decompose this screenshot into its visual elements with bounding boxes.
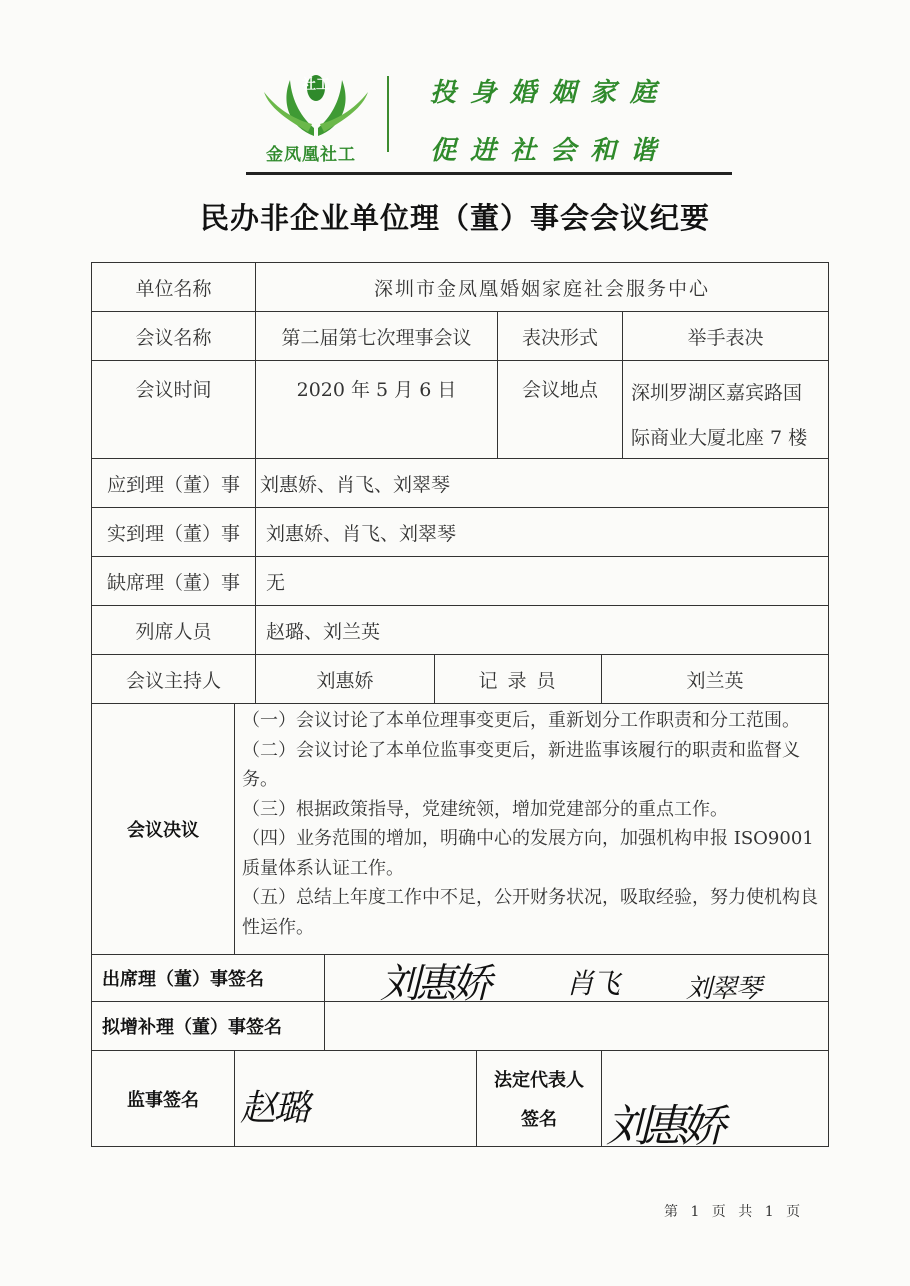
- logo-caption: 金凤凰社工: [266, 145, 356, 165]
- vote-form-value: 举手表决: [622, 311, 829, 361]
- host-value: 刘惠娇: [255, 654, 435, 704]
- resolution-item: （一）会议讨论了本单位理事变更后，重新划分工作职责和分工范围。: [242, 710, 800, 731]
- meeting-place-label: 会议地点: [497, 360, 623, 459]
- legal-rep-label-line-1: 法定代表人: [494, 1069, 584, 1091]
- attended-directors-value: 刘惠娇、肖飞、刘翠琴: [255, 507, 829, 557]
- signature-legal-rep: 刘惠娇: [606, 1101, 720, 1152]
- slogan-line-1: 投身婚姻家庭: [430, 78, 671, 108]
- resolution-item: （二）会议讨论了本单位监事变更后，新进监事该履行的职责和监督义务。: [242, 739, 800, 790]
- page-number: 第 1 页 共 1 页: [664, 1204, 805, 1220]
- resolution-label: 会议决议: [91, 703, 235, 955]
- signature-director-2: 肖飞: [566, 967, 619, 1000]
- meeting-time-value: 2020 年 5 月 6 日: [255, 360, 498, 459]
- resolution-item: （四）业务范围的增加，明确中心的发展方向，加强机构申报 ISO9001 质量体系认证工作。: [242, 828, 814, 879]
- absent-directors-value: 无: [255, 556, 829, 606]
- expected-directors-label: 应到理（董）事: [91, 458, 256, 508]
- recorder-label: 记 录 员: [434, 654, 602, 704]
- recorder-value: 刘兰英: [601, 654, 829, 704]
- meeting-place-value: [622, 360, 829, 459]
- meeting-name-value: 第二届第七次理事会议: [255, 311, 498, 361]
- added-director-sign-label: 拟增补理（董）事签名: [91, 1001, 325, 1051]
- meeting-place-line-1: 深圳罗湖区嘉宾路国: [631, 382, 803, 404]
- host-label: 会议主持人: [91, 654, 256, 704]
- signature-director-3: 刘翠琴: [686, 974, 762, 1004]
- attended-directors-label: 实到理（董）事: [91, 507, 256, 557]
- director-sign-label: 出席理（董）事签名: [91, 954, 325, 1002]
- supervisor-sign-label: 监事签名: [91, 1050, 235, 1147]
- unit-name-value: 深圳市金凤凰婚姻家庭社会服务中心: [255, 262, 829, 312]
- observers-label: 列席人员: [91, 605, 256, 655]
- resolution-item: （三）根据政策指导，党建统领，增加党建部分的重点工作。: [242, 798, 728, 820]
- unit-name-label: 单位名称: [91, 262, 256, 312]
- expected-directors-value: 刘惠娇、肖飞、刘翠琴: [255, 458, 829, 508]
- logo-badge: 社工: [302, 77, 330, 93]
- meeting-time-label: 会议时间: [91, 360, 256, 459]
- observers-value: 赵璐、刘兰英: [255, 605, 829, 655]
- header-rule: [246, 172, 732, 175]
- document-title: 民办非企业单位理（董）事会会议纪要: [199, 201, 710, 235]
- header-divider: [387, 76, 389, 152]
- vote-form-label: 表决形式: [497, 311, 623, 361]
- signature-supervisor: 赵璐: [240, 1088, 309, 1129]
- meeting-place-line-2: 际商业大厦北座 7 楼: [631, 427, 808, 449]
- resolution-list: [234, 706, 830, 942]
- legal-rep-label-line-2: 签名: [521, 1109, 557, 1131]
- legal-rep-label: [476, 1050, 602, 1147]
- slogan-line-2: 促进社会和谐: [430, 136, 671, 166]
- meeting-name-label: 会议名称: [91, 311, 256, 361]
- resolution-item: （五）总结上年度工作中不足，公开财务状况，吸取经验，努力使机构良性运作。: [242, 887, 818, 938]
- absent-directors-label: 缺席理（董）事: [91, 556, 256, 606]
- signature-director-1: 刘惠娇: [380, 961, 488, 1007]
